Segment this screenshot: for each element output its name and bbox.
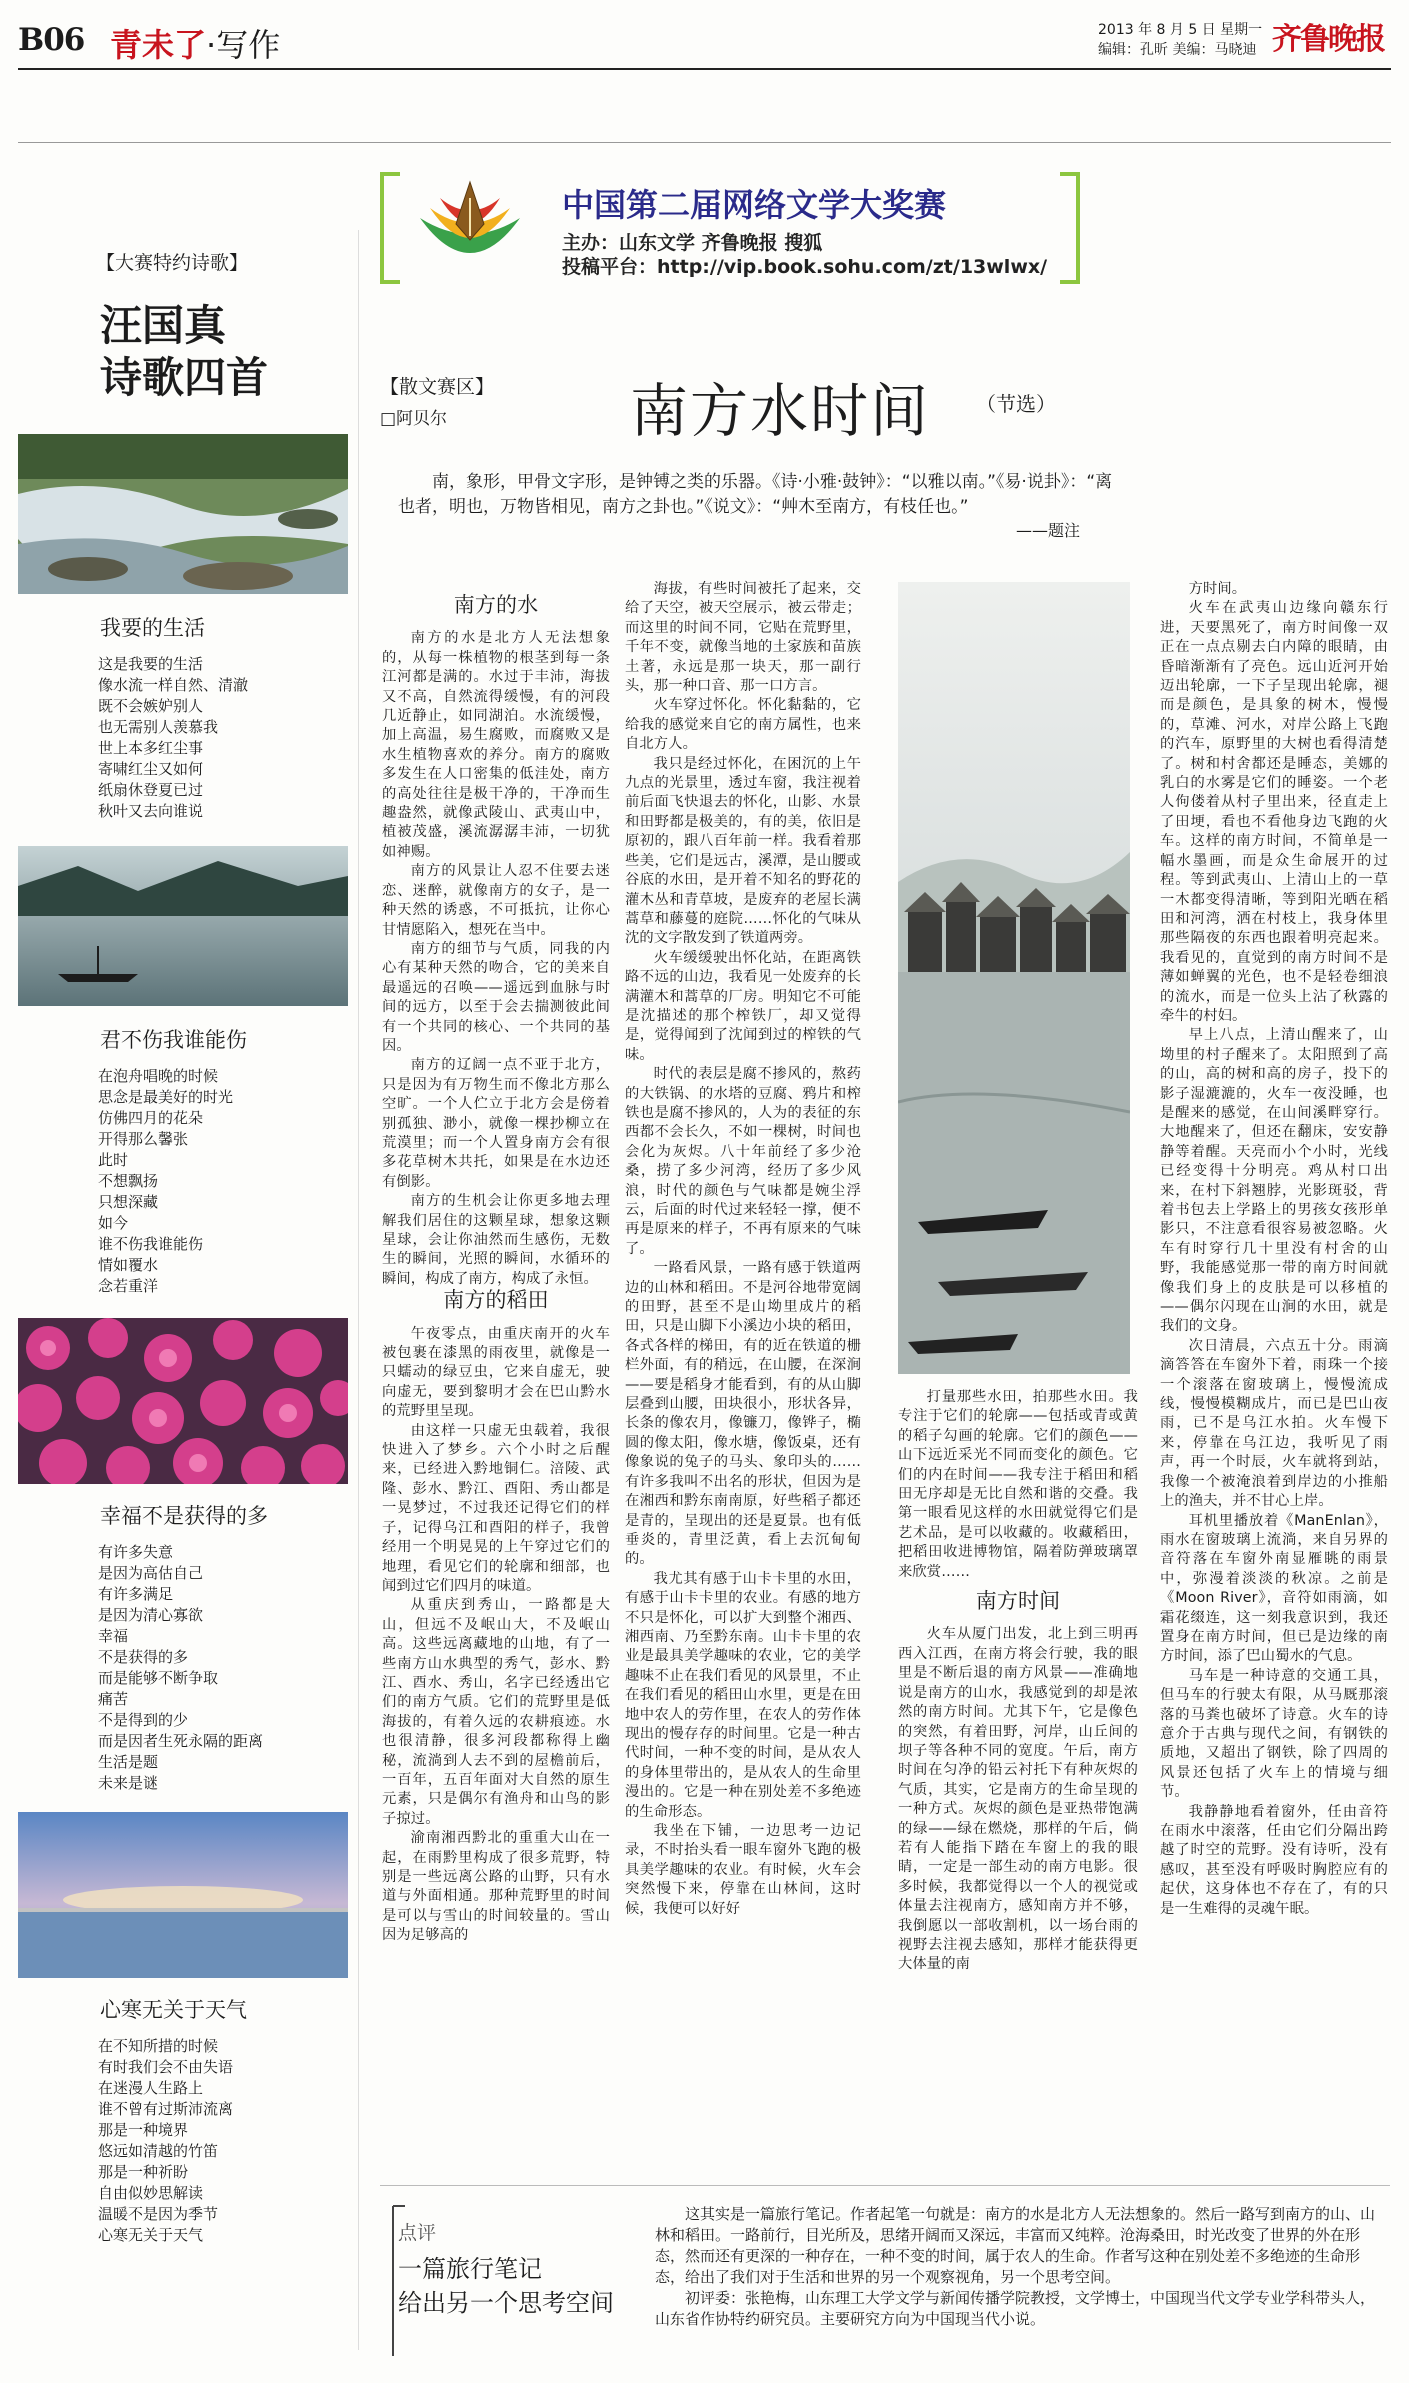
contest-banner xyxy=(380,172,1080,282)
epigraph-sign: ——题注 xyxy=(1016,521,1081,540)
article-paragraph: 南方的细节与气质，同我的内心有某种天然的吻合，它的美来自最遥远的召唤——遥远到血脉与时间的远方，以至于会去揣测彼此间有一个共同的核心、一个共同的基因。 xyxy=(382,940,610,1054)
comment-headline xyxy=(398,2252,614,2320)
article-paragraph: 南方的生机会让你更多地去理解我们居住的这颗星球，想象这颗星球，会让你油然而生感伤，无数生的瞬间，光照的瞬间，水循环的瞬间，构成了南方，构成了永恒。 xyxy=(382,1193,610,1287)
article-paragraph: 我只是经过怀化，在困沉的上午九点的光景里，透过车窗，我注视着前后面飞快退去的怀化，山影、水景和田野都是极美的，有的美，依旧是原初的，跟八百年前一样。我看着那些美，它们是远古，溪潭，是山腰或谷底的水田，是开着不知名的野花的灌木丛和青草坡，是废弃的老屋长满蒿草和藤蔓的庭院……怀化的气味从沈的文字散发到了铁道两旁。 xyxy=(625,755,861,947)
article-paragraph: 南方的风景让人忍不住要去迷恋、迷醉，就像南方的女子，是一种天然的诱惑，不可抵抗，让你心甘情愿陷入，想死在当中。 xyxy=(382,863,610,938)
section-heading: 南方的稻田 xyxy=(443,1288,549,1313)
poem-line: 如今 xyxy=(98,1214,129,1232)
article-paragraph: 渝南湘西黔北的重重大山在一起，在雨黔里构成了很多荒野，特别是一些远离公路的山野，只有水道与外面相通。那种荒野里的时间是可以与雪山的时间较量的。雪山因为足够高的 xyxy=(382,1830,610,1944)
section-heading: 南方时间 xyxy=(975,1589,1061,1614)
bracket-right xyxy=(1060,172,1080,284)
poem-line: 有许多失意 xyxy=(98,1543,174,1561)
article-paragraph: 我尤其有感于山卡卡里的水田，有感于山卡卡里的农业。有感的地方不只是怀化，可以扩大到整个湘西、湘西南、乃至黔东南。山卡卡里的农业是最具美学趣味的农业，它的美学趣味不止在我们看见的风景里，不止在我们看见的稻田山水里，更是在田地中农人的劳作里，在农人的劳作体现出的慢存存的时间里。它是一种古代时间，一种不变的时间，是从农人的身体里带出的，是从农人的生命里漫出的。它是一种在别处差不多绝迹的生命形态。 xyxy=(625,1570,861,1820)
poem-line: 不想飘扬 xyxy=(98,1172,159,1190)
comment-paragraph: 这其实是一篇旅行笔记。作者起笔一句就是：南方的水是北方人无法想象的。然后一路写到南方的山、山林和稻田。一路前行，目光所及，思绪开阔而又深远，丰富而又纯粹。沧海桑田，时光改变了世界的外在形态，然而还有更深的一种存在，一种不变的时间，属于农人的生命。作者写这种在别处差不多绝迹的生命形态，给出了我们对于生活和世界的另一个观察视角，另一个思考空间。 xyxy=(655,2205,1376,2286)
poem-line: 幸福 xyxy=(98,1627,129,1645)
poem-line: 此时 xyxy=(98,1151,129,1169)
article-paragraph: 我静静地看着窗外，任由音符在雨水中滚落，任由它们分隔出跨越了时空的荒野。没有诗听，没有感叹，甚至没有呼吸时胸腔应有的起伏，这身体也不存在了，有的只是一生难得的灵魂午眠。 xyxy=(1160,1803,1388,1917)
article-paragraph: 火车穿过怀化。怀化黏黏的，它给我的感觉来自它的南方属性，也来自北方人。 xyxy=(625,697,861,753)
poem-line: 谁不曾有过斯沛流离 xyxy=(98,2100,234,2118)
poetry-label: 【大赛特约诗歌】 xyxy=(96,252,249,274)
chrysanthemum-photo xyxy=(18,1318,348,1484)
contest-host: 主办：山东文学 齐鲁晚报 搜狐 xyxy=(562,232,823,254)
poem-line: 纸扇休登夏已过 xyxy=(98,781,204,799)
poem-title-4: 心寒无关于天气 xyxy=(100,1998,247,2022)
bracket-left xyxy=(380,172,400,284)
poem-line: 不是获得的多 xyxy=(98,1648,189,1666)
poem-line: 而是能够不断争取 xyxy=(98,1669,219,1687)
article-paragraph: 从重庆到秀山，一路都是大山，但远不及岷山大，不及岷山高。这些远离藏地的山地，有了一些南方山水典型的秀气，彭水、黔江、酉水、秀山，名字已经透出它们的南方气质。它们的荒野里是低海拔的，有着久远的农耕痕迹。水也很清静，很多河段都称得上幽秘，流淌到人去不到的屋檐前后，一百年，五百年面对大自然的原生元素，只是偶尔有渔舟和山鸟的影子掠过。 xyxy=(382,1597,610,1827)
poem-line: 而是因者生死永隔的距离 xyxy=(98,1732,264,1750)
article-title: 南方水时间 xyxy=(630,377,931,445)
poem-line: 心寒无关于天气 xyxy=(98,2226,204,2244)
editor-line: 编辑：孔昕 美编：马晓迪 xyxy=(1098,42,1257,58)
poem-line: 仿佛四月的花朵 xyxy=(98,1109,204,1127)
poem-line: 也无需别人羡慕我 xyxy=(98,718,219,736)
article-paragraph: 火车在武夷山边缘向赣东行进，天要黑死了，南方时间像一双正在一点点剔去白内障的眼睛，由昏暗渐渐有了亮色。远山近河开始迈出轮廓，一下子呈现出轮廓，褪而是颜色，是具象的树木，慢慢的，草滩、河水，对岸公路上飞跑的汽车，原野里的大树也看得清楚了。树和村舍都还是睡态，美娜的乳白的水雾是它们的睡姿。一个老人佝偻着从村子里出来，径直走上了田埂，看也不看他身边飞跑的火车。这样的南方时间，不简单是一幅水墨画，而是众生命展开的过程。等到武夷山、上清山上的一草一木都变得清晰，等到阳光晒在稻田和河湾，洒在村枝上，我身体里那些隔夜的东西也跟着明亮起来。我看见的，直觉到的南方时间不是薄如蝉翼的光色，也不是轻卷细浪的流水，而是一位头上沾了秋露的牵牛的村妇。 xyxy=(1160,600,1388,1024)
lake-boat-photo xyxy=(18,846,348,1006)
article-paragraph: 由这样一只虚无虫载着，我很快进入了梦乡。六个小时之后醒来，已经进入黔地铜仁。涪陵、武隆、彭水、黔江、酉阳、秀山都是一晃梦过，不过我还记得它们的样子，记得乌江和酉阳的样子，我曾经用一个明晃晃的上午穿过它们的地理，看见它们的轮廓和细部，也闻到过它们四月的味道。 xyxy=(382,1422,610,1594)
article-column-4 xyxy=(1160,580,1388,1919)
comment-headline-2: 给出另一个思考空间 xyxy=(398,2289,614,2317)
poem-body-1 xyxy=(98,654,248,822)
poem-line: 在不知所措的时候 xyxy=(98,2037,219,2055)
poem-body-3 xyxy=(98,1542,263,1794)
article-paragraph: 午夜零点，由重庆南开的火车被包裹在漆黑的雨夜里，就像是一只蠕动的绿豆虫，它来自虚无，驶向虚无，要到黎明才会在巴山黔水的荒野里呈现。 xyxy=(382,1325,610,1420)
poem-body-4 xyxy=(98,2036,233,2246)
poem-line: 那是一种境界 xyxy=(98,2121,189,2139)
comment-headline-1: 一篇旅行笔记 xyxy=(398,2255,542,2283)
article-paragraph: 一路看风景，一路有感于铁道两边的山林和稻田。不是河谷地带宽阔的田野，甚至不是山坳里成片的稻田，只是山脚下小溪边小块的稻田，各式各样的梯田，有的近在铁道的栅栏外面，有的稍远，在山腰，在深涧——要是稻身才能看到，有的从山脚层叠到山腰，田块很小，形状各异，长条的像农月，像镰刀，像铧子，椭圆的像太阳，像水塘，像饭桌，还有像象说的兔子的马头、象印头的……有许多我叫不出名的形状，但因为是在湘西和黔东南南原，好些稻子都还是青的，呈现出的还是夏景。也有低垂炎的，青里泛黄，看上去沉甸甸的。 xyxy=(625,1260,861,1568)
article-paragraph: 方时间。 xyxy=(1188,581,1247,597)
article-paragraph: 耳机里播放着《ManEnlan》，雨水在窗玻璃上流淌，来自另界的音符落在车窗外南显雁眺的雨景中，弥漫着淡淡的秋凉。之前是《Moon River》，音符如雨滴，如霜花缀连，这一刻我意识到，我还置身在南方时间，但已是边缘的南方时间，添了巴山蜀水的气息。 xyxy=(1160,1512,1388,1665)
article-paragraph: 时代的表层是腐不掺风的，熬药的大铁锅、的水塔的豆腐、鸦片和榨铁也是腐不掺风的，人为的表征的东西都不会长久，不如一棵树，时间也会化为灰烬。八十年前经了多少沧桑，捞了多少河湾，经历了多少风浪，时代的颜色与气味都是婉尘浮云，后面的时代过来轻轻一撑，便不再是原来的样子，不再有原来的气味了。 xyxy=(625,1066,861,1257)
poem-title-1: 我要的生活 xyxy=(100,616,205,640)
poem-line: 不是得到的少 xyxy=(98,1711,189,1729)
article-column-3 xyxy=(898,1388,1138,1975)
date-line: 2013 年 8 月 5 日 星期一 xyxy=(1098,22,1263,38)
poem-line: 寄啸红尘又如何 xyxy=(98,760,204,778)
poems-count: 诗歌四首 xyxy=(100,353,269,402)
riverside-town-photo xyxy=(898,582,1130,1374)
poem-title-3: 幸福不是获得的多 xyxy=(100,1504,268,1528)
section-title-red: 青未了 xyxy=(110,26,207,64)
poem-line: 自由似妙思解读 xyxy=(98,2184,204,2202)
poem-line: 开得那么馨张 xyxy=(98,1130,189,1148)
top-divider xyxy=(18,142,1391,143)
section-heading: 南方的水 xyxy=(453,593,539,617)
pen-nib-icon xyxy=(410,178,530,276)
header-meta xyxy=(1098,20,1262,60)
column-label: 【散文赛区】 xyxy=(380,376,495,398)
article-paragraph: 海拔，有些时间被托了起来，交给了天空，被天空展示，被云带走；而这里的时间不同，它贴在荒野里，千年不变，就像当地的土家族和苗族土著，永远是那一块天，那一副行头，那一种口音、那一口方言。 xyxy=(625,581,861,695)
poem-line: 这是我要的生活 xyxy=(98,655,204,673)
poem-line: 像水流一样自然、清澈 xyxy=(98,676,249,694)
poem-line: 未来是谜 xyxy=(98,1774,159,1792)
sunset-sea-photo xyxy=(18,1812,348,1978)
poem-line: 是因为高估自己 xyxy=(98,1564,204,1582)
poem-line: 生活是题 xyxy=(98,1753,159,1771)
comment-text xyxy=(655,2204,1385,2330)
contest-title: 中国第二届网络文学大奖赛 xyxy=(562,186,947,224)
column-divider xyxy=(358,230,359,2350)
poem-line: 有时我们会不由失语 xyxy=(98,2058,234,2076)
poem-line: 情如覆水 xyxy=(98,1256,159,1274)
article-paragraph: 早上八点，上清山醒来了，山坳里的村子醒来了。太阳照到了高的山，高的树和高的房子，投下的影子湿漉漉的，火车一夜没睡，也是醒来的感觉，在山间溪畔穿行。大地醒来了，但还在翻床，安安静静等着醒。天亮而小个小时，光线已经变得十分明亮。鸡从村口出来，在村下斜翘脖，光影斑驳，背着书包去上学路上的男孩女孩形单影只，不注意看很容易被忽略。火车有时穿行几十里没有村舍的山野，我能感觉那一带的南方时间就像我们身上的皮肤是可以移植的——偶尔闪现在山涧的水田，就是我们的文身。 xyxy=(1160,1027,1388,1335)
poet-heading xyxy=(100,300,268,404)
poem-line: 在迷漫人生路上 xyxy=(98,2079,204,2097)
article-paragraph: 南方的水是北方人无法想象的，从每一株植物的根茎到每一条江河都是满的。水过于丰沛，海拔又不高，自然流得缓慢，有的河段几近静止，如同湖泊。水流缓慢，加上高温，易生腐败，而腐败又是水生植物喜欢的养分。南方的腐败多发生在人口密集的低洼处，南方的高处往往是极干净的，干净而生趣盎然，就像武陵山、武夷山中，植被茂盛，溪流潺潺丰沛，一切犹如神赐。 xyxy=(382,630,610,860)
poem-line: 痛苦 xyxy=(98,1690,129,1708)
article-subtitle: （节选） xyxy=(976,392,1056,416)
poet-name: 汪国真 xyxy=(100,301,227,350)
poem-title-2: 君不伤我谁能伤 xyxy=(100,1028,247,1052)
section-title-rest: 写作 xyxy=(216,26,281,64)
section-title-dot: · xyxy=(206,26,217,64)
byline: □阿贝尔 xyxy=(380,409,448,429)
poem-line: 温暖不是因为季节 xyxy=(98,2205,219,2223)
section-title xyxy=(110,20,280,66)
article-paragraph: 次日清晨，六点五十分。雨滴滴答答在车窗外下着，雨珠一个接一个滚落在窗玻璃上，慢慢流成线，慢慢模糊成片，而已是巴山夜雨，已不是乌江水拍。火车慢下来，停靠在乌江边，我听见了雨声，再一个时辰，火车就将到站，我像一个被淹浪着到岸边的小推船上的渔夫，并不甘心上岸。 xyxy=(1160,1337,1388,1510)
poem-line: 只想深藏 xyxy=(98,1193,159,1211)
newspaper-logo: 齐鲁晚报 xyxy=(1272,22,1384,57)
poem-line: 是因为清心寡欲 xyxy=(98,1606,204,1624)
article-paragraph: 马车是一种诗意的交通工具，但马车的行驶太有限，从马厩那滚落的马粪也破坏了诗意。火车的诗意介于古典与现代之间，有钢铁的质地，又超出了钢铁，除了四周的风景还包括了火车上的情境与细节。 xyxy=(1160,1667,1388,1801)
article-paragraph: 南方的辽阔一点不亚于北方，只是因为有万物生而不像北方那么空旷。一个人伫立于北方会是傍着别孤独、渺小，就像一棵抄柳立在荒漠里；而一个人置身南方会有很多花草树木共托，如果是在水边还有倒影。 xyxy=(382,1057,610,1190)
article-paragraph: 打量那些水田，拍那些水田。我专注于它们的轮廓——包括或青或黄的稻子勾画的轮廓。它们的颜色——山下远近采光不同而变化的颜色。它们的内在时间——我专注于稻田和稻田无序却是无比自然和谐的交叠。我第一眼看见这样的水田就觉得它们是艺术品，是可以收藏的。收藏稻田，把稻田收进博物馆，隔着防弹玻璃罩来欣赏…… xyxy=(898,1389,1138,1580)
poem-line: 既不会嫉妒别人 xyxy=(98,697,204,715)
article-column-2 xyxy=(625,580,861,1919)
comment-label: 点评 xyxy=(398,2222,437,2244)
poem-line: 有许多满足 xyxy=(98,1585,174,1603)
poem-line: 谁不伤我谁能伤 xyxy=(98,1235,204,1253)
page-number: B06 xyxy=(18,22,85,58)
judge-bio: 初评委：张艳梅，山东理工大学文学与新闻传播学院教授，文学博士，中国现当代文学专业学科带头人，山东省作协特约研究员。主要研究方向为中国现当代小说。 xyxy=(655,2289,1376,2328)
article-column-1 xyxy=(382,594,610,1946)
river-stones-photo xyxy=(18,434,348,594)
epigraph: 南，象形，甲骨文字形，是钟镈之类的乐器。《诗·小雅·鼓钟》：“以雅以南。”《易·说卦》：“离也者，明也，万物皆相见，南方之卦也。”《说文》：“艸木至南方，有枝任也。” xyxy=(398,472,1113,517)
article-paragraph: 火车从厦门出发，北上到三明再西入江西，在南方将会行驶，我的眼里是不断后退的南方风景——准确地说是南方的山水，我感觉到的却是浓然的南方时间。尤其下午，它是像色的突然，有着田野，河岸，山丘间的坝子等各种不同的宽度。午后，南方时间在匀净的铅云衬托下有种灰烬的气质，其实，它是南方的生命呈现的一种方式。灰烬的颜色是亚热带饱满的绿——绿在燃烧，那样的午后，倘若有人能指下踏在车窗上的我的眼睛，一定是一部生动的南方电影。很多时候，我都觉得以一个人的视觉或体量去注视南方，感知南方并不够，我倒愿以一部收割机，以一场台雨的视野去注视去感知，那样才能获得更大体量的南 xyxy=(898,1626,1138,1973)
comment-divider xyxy=(380,2185,1390,2186)
poem-body-2 xyxy=(98,1066,233,1297)
poem-line: 念若重洋 xyxy=(98,1277,159,1295)
poem-line: 秋叶又去向谁说 xyxy=(98,802,204,820)
poem-line: 思念是最美好的时光 xyxy=(98,1088,234,1106)
poem-line: 世上本多红尘事 xyxy=(98,739,204,757)
article-paragraph: 火车缓缓驶出怀化站，在距离铁路不远的山边，我看见一处废弃的长满灌木和蒿草的厂房。明知它不可能是沈描述的那个榨铁厂，却又觉得是，觉得闻到了沈闻到过的榨铁的气味。 xyxy=(625,949,861,1063)
poem-line: 悠远如清越的竹笛 xyxy=(98,2142,219,2160)
poem-line: 那是一种祈盼 xyxy=(98,2163,189,2181)
header-rule xyxy=(18,68,1391,70)
article-paragraph: 我坐在下铺，一边思考一边记录，不时抬头看一眼车窗外飞跑的极具美学趣味的农业。有时候，火车会突然慢下来，停靠在山林间，这时候，我便可以好好 xyxy=(625,1823,861,1917)
poem-line: 在泡舟唱晚的时候 xyxy=(98,1067,219,1085)
contest-url[interactable]: 投稿平台：http://vip.book.sohu.com/zt/13wlwx/ xyxy=(562,256,1048,278)
